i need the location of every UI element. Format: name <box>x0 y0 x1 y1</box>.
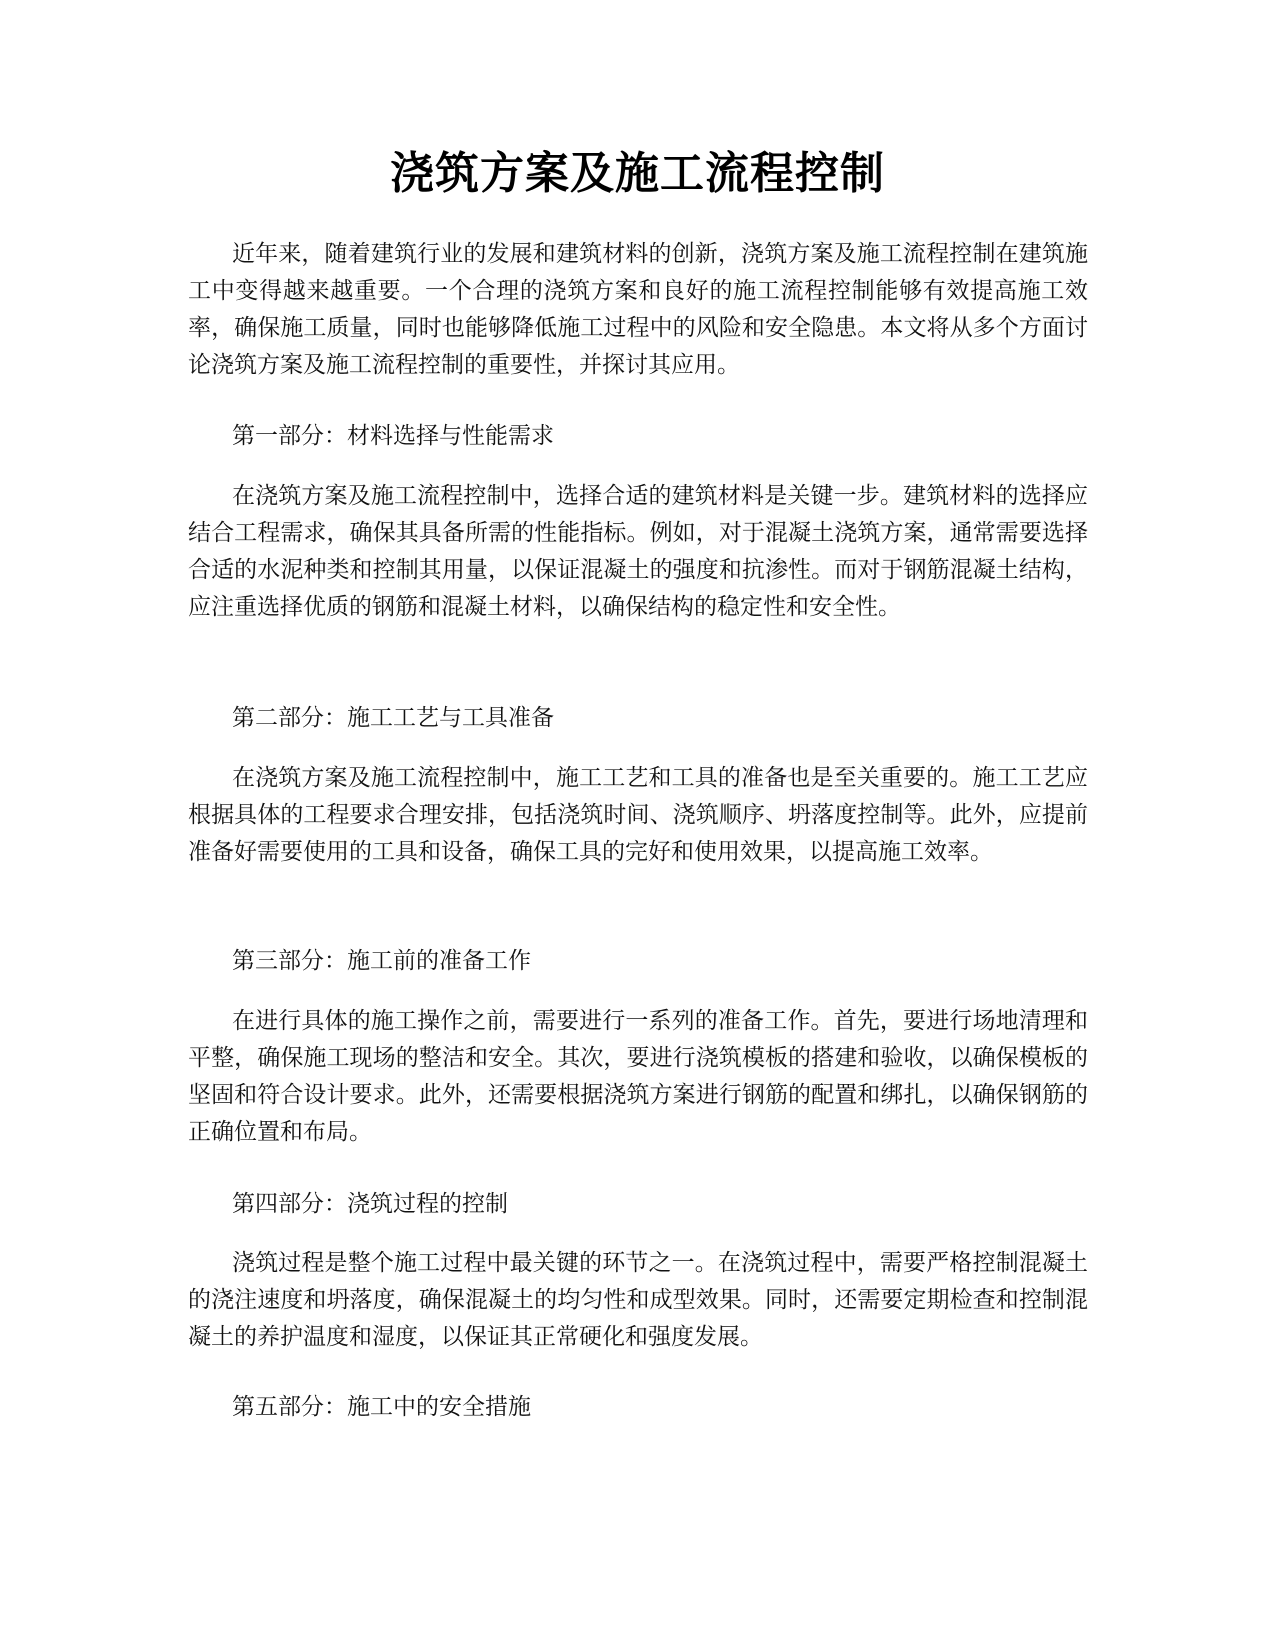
intro-paragraph: 近年来，随着建筑行业的发展和建筑材料的创新，浇筑方案及施工流程控制在建筑施工中变得越来越重要。一个合理的浇筑方案和良好的施工流程控制能够有效提高施工效率，确保施工质量，同时也能够降低施工过程中的风险和安全隐患。本文将从多个方面讨论浇筑方案及施工流程控制的重要性，并探讨其应用。 <box>188 241 1088 378</box>
section-body-1: 在浇筑方案及施工流程控制中，选择合适的建筑材料是关键一步。建筑材料的选择应结合工程需求，确保其具备所需的性能指标。例如，对于混凝土浇筑方案，通常需要选择合适的水泥种类和控制其用量，以保证混凝土的强度和抗渗性。而对于钢筋混凝土结构，应注重选择优质的钢筋和混凝土材料，以确保结构的稳定性和安全性。 <box>188 483 1088 620</box>
section-heading-1: 第一部分：材料选择与性能需求 <box>232 423 554 449</box>
section-heading-2: 第二部分：施工工艺与工具准备 <box>232 705 554 731</box>
section-body-2: 在浇筑方案及施工流程控制中，施工工艺和工具的准备也是至关重要的。施工工艺应根据具体的工程要求合理安排，包括浇筑时间、浇筑顺序、坍落度控制等。此外，应提前准备好需要使用的工具和设备，确保工具的完好和使用效果，以提高施工效率。 <box>188 765 1088 865</box>
document-title: 浇筑方案及施工流程控制 <box>390 148 885 199</box>
section-heading-4: 第四部分：浇筑过程的控制 <box>232 1191 508 1217</box>
section-body-4: 浇筑过程是整个施工过程中最关键的环节之一。在浇筑过程中，需要严格控制混凝土的浇注速度和坍落度，确保混凝土的均匀性和成型效果。同时，还需要定期检查和控制混凝土的养护温度和湿度，以保证其正常硬化和强度发展。 <box>188 1250 1088 1350</box>
section-heading-3: 第三部分：施工前的准备工作 <box>232 948 531 974</box>
section-body-3: 在进行具体的施工操作之前，需要进行一系列的准备工作。首先，要进行场地清理和平整，确保施工现场的整洁和安全。其次，要进行浇筑模板的搭建和验收，以确保模板的坚固和符合设计要求。此外，还需要根据浇筑方案进行钢筋的配置和绑扎，以确保钢筋的正确位置和布局。 <box>188 1008 1088 1145</box>
section-heading-5: 第五部分：施工中的安全措施 <box>232 1394 531 1420</box>
